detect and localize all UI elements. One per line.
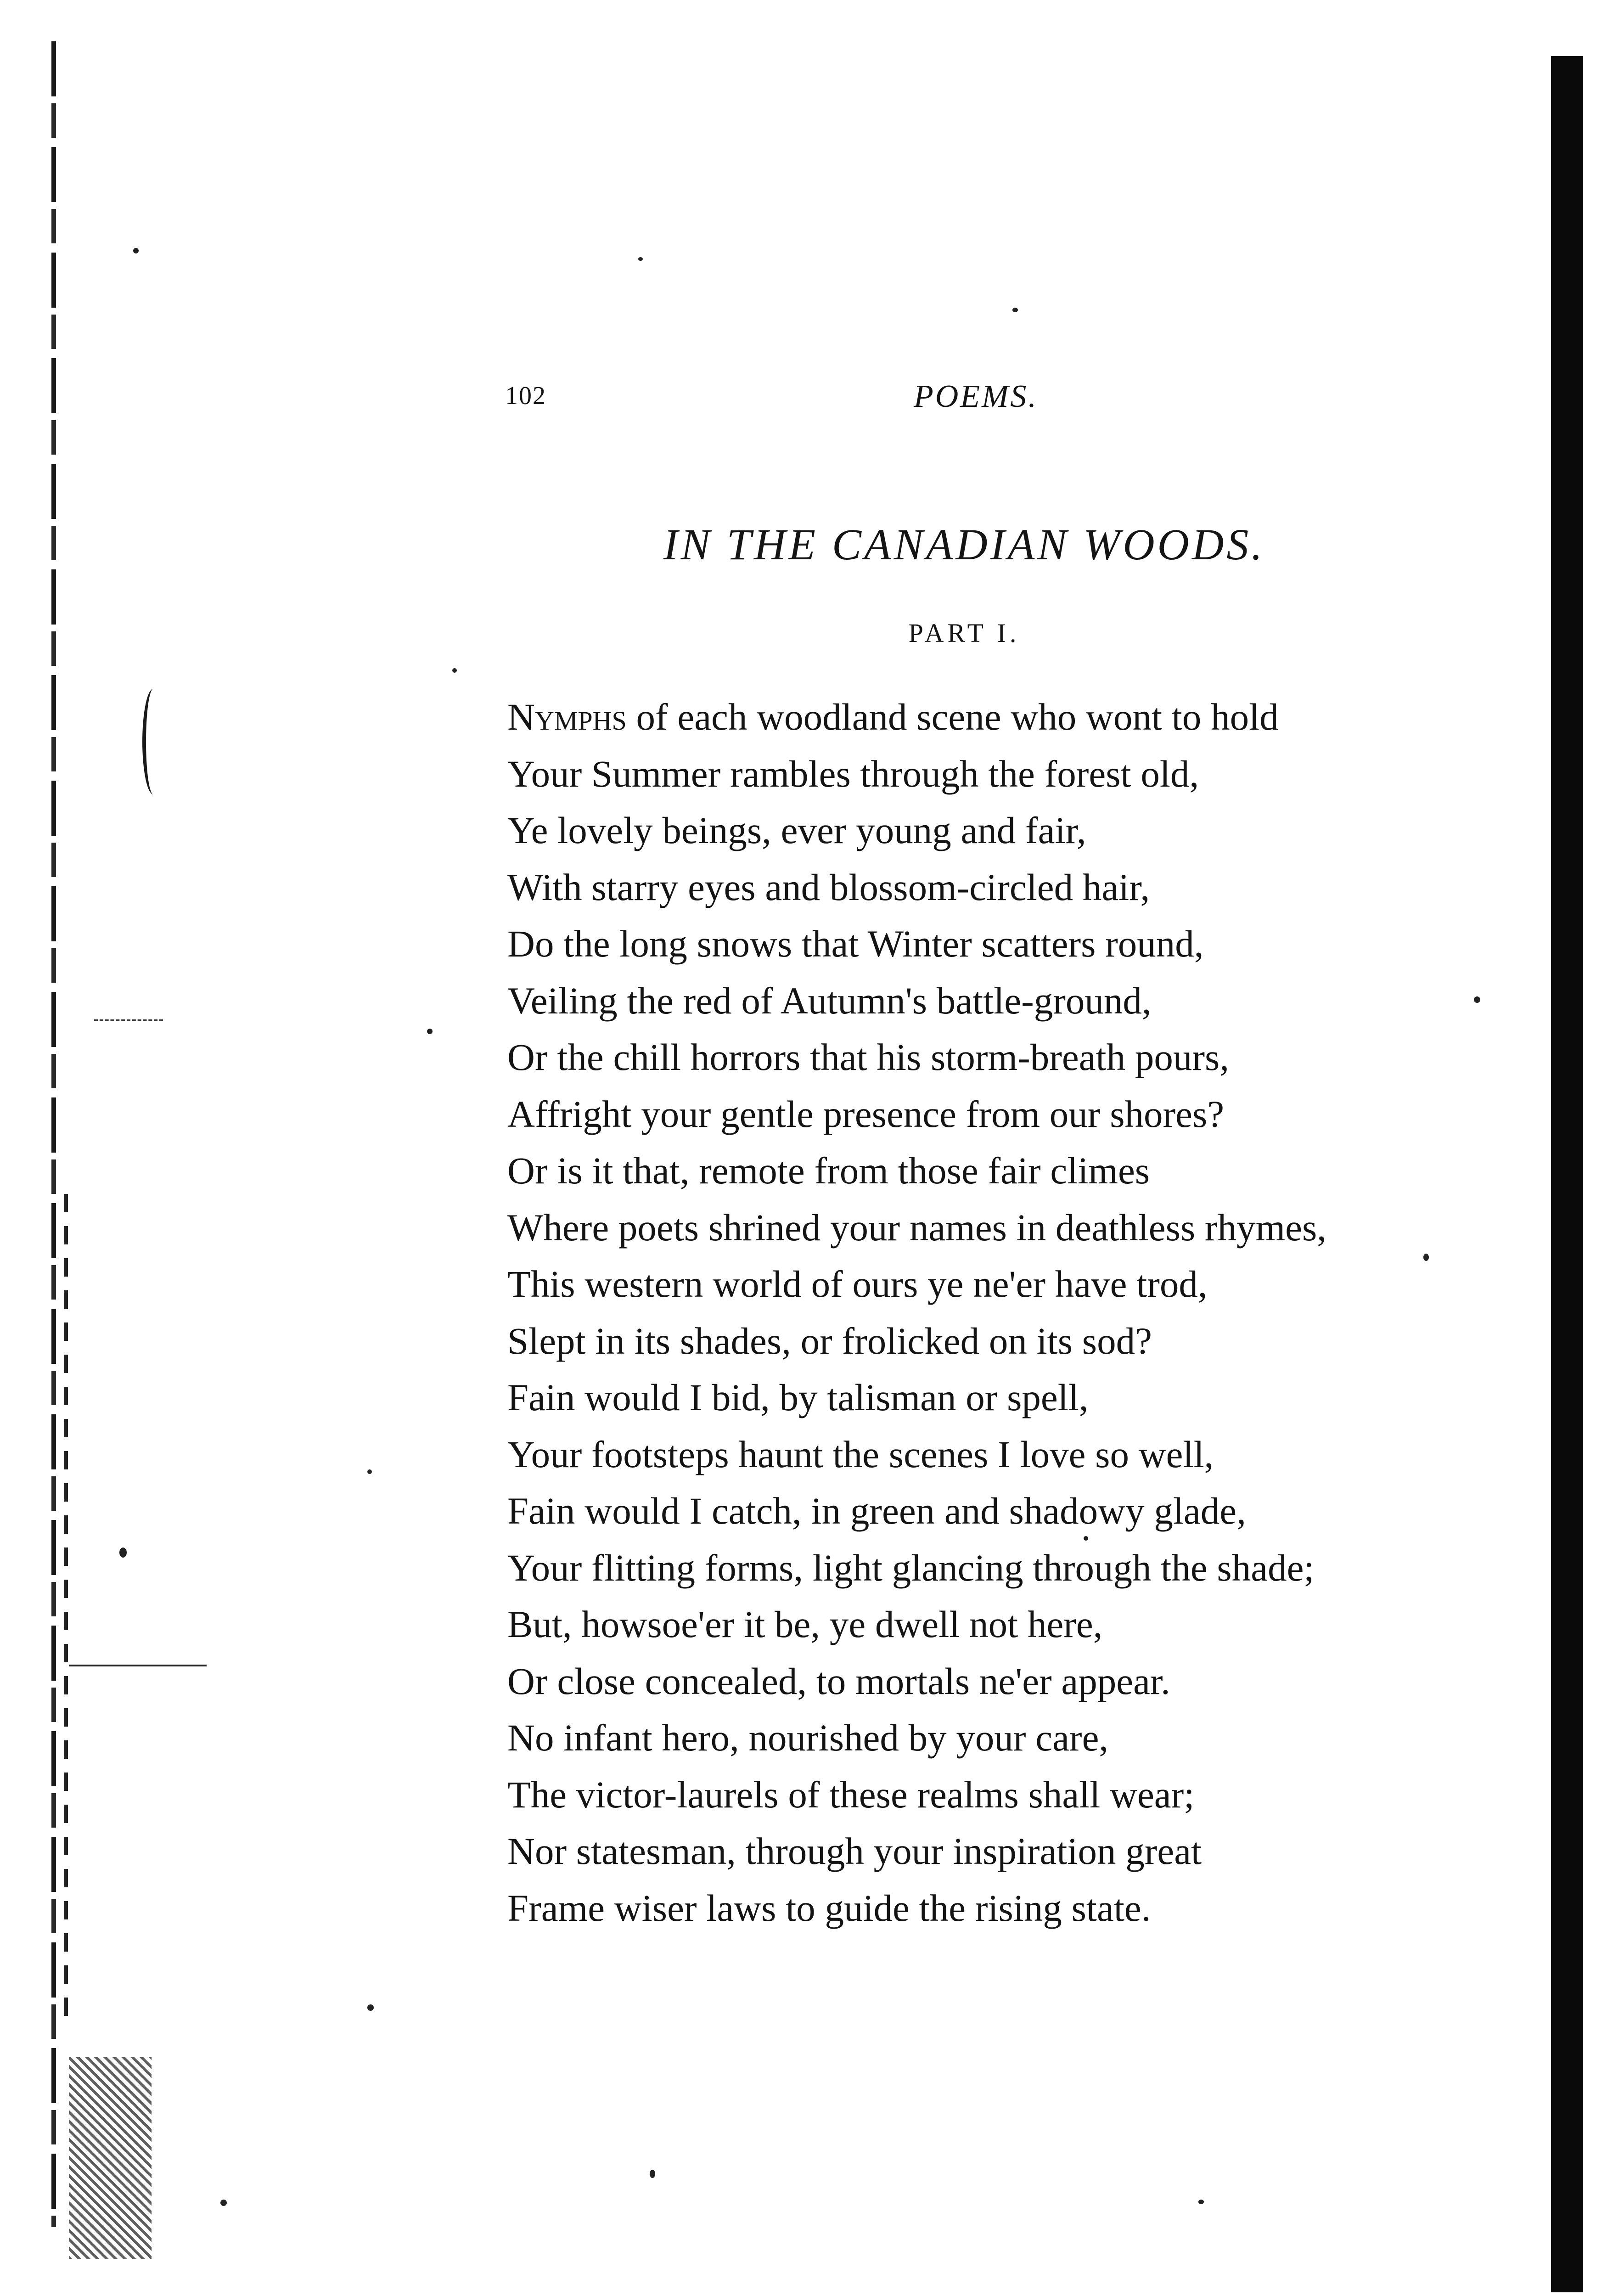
- margin-rule: [69, 1665, 207, 1666]
- verse-line: Or is it that, remote from those fair climes: [507, 1149, 1150, 1192]
- dust-speck: [367, 2004, 374, 2011]
- binding-shadow-line-secondary: [64, 1194, 68, 2020]
- running-head: [505, 381, 1079, 422]
- dust-speck: [427, 1029, 433, 1034]
- verse-line: Or the chill horrors that his storm-breath pours,: [507, 1036, 1230, 1078]
- dust-speck: [367, 1469, 372, 1474]
- binding-smudge: [69, 2057, 152, 2259]
- binding-edge: [0, 0, 152, 2296]
- dust-speck: [220, 2200, 227, 2206]
- binding-shadow-line: [51, 41, 56, 2227]
- dust-speck: [452, 668, 457, 673]
- dust-speck: [133, 248, 139, 253]
- verse-line: Frame wiser laws to guide the rising state.: [507, 1886, 1151, 1929]
- dust-speck: [638, 257, 643, 261]
- margin-dash-mark: [94, 1019, 163, 1021]
- verse-line: Nor statesman, through your inspiration great: [507, 1830, 1202, 1872]
- opening-word: Nymphs: [507, 696, 627, 738]
- verse-line: Fain would I bid, by talisman or spell,: [507, 1376, 1089, 1418]
- verse-line: Veiling the red of Autumn's battle-ground,: [507, 979, 1152, 1022]
- verse-line: Affright your gentle presence from our shores?: [507, 1092, 1225, 1135]
- verse-line: This western world of ours ye ne'er have trod,: [507, 1263, 1208, 1305]
- dust-speck: [1012, 308, 1018, 312]
- dust-speck: [1198, 2200, 1204, 2204]
- verse-line: Fain would I catch, in green and shadowy glade,: [507, 1490, 1246, 1532]
- scan-edge-bar: [1551, 56, 1583, 2292]
- verse-line: No infant hero, nourished by your care,: [507, 1716, 1109, 1759]
- poem-title: IN THE CANADIAN WOODS.: [663, 520, 1265, 569]
- verse-line: Ye lovely beings, ever young and fair,: [507, 809, 1086, 851]
- verse-line: Your footsteps haunt the scenes I love so well,: [507, 1433, 1214, 1475]
- verse-line: The victor-laurels of these realms shall wear;: [507, 1773, 1195, 1816]
- margin-bracket-mark: [142, 689, 164, 794]
- dust-speck: [119, 1548, 127, 1558]
- opening-line-rest: of each woodland scene who wont to hold: [626, 696, 1279, 738]
- poem-body: [507, 689, 1508, 1936]
- verse-line: Do the long snows that Winter scatters round,: [507, 923, 1204, 965]
- verse-line: [507, 689, 1508, 746]
- running-title: POEMS.: [914, 379, 1038, 414]
- verse-line: Or close concealed, to mortals ne'er appear.: [507, 1660, 1170, 1702]
- dust-speck: [650, 2170, 655, 2178]
- verse-line: But, howsoe'er it be, ye dwell not here,: [507, 1603, 1103, 1645]
- verse-line: With starry eyes and blossom-circled hair,: [507, 866, 1150, 908]
- part-label: PART I.: [908, 618, 1020, 648]
- verse-line: Your flitting forms, light glancing through the shade;: [507, 1546, 1315, 1589]
- verse-line: Slept in its shades, or frolicked on its sod?: [507, 1319, 1152, 1362]
- verse-line: Your Summer rambles through the forest old,: [507, 752, 1199, 795]
- verse-line: Where poets shrined your names in deathless rhymes,: [507, 1206, 1327, 1249]
- page-number: 102: [505, 382, 546, 410]
